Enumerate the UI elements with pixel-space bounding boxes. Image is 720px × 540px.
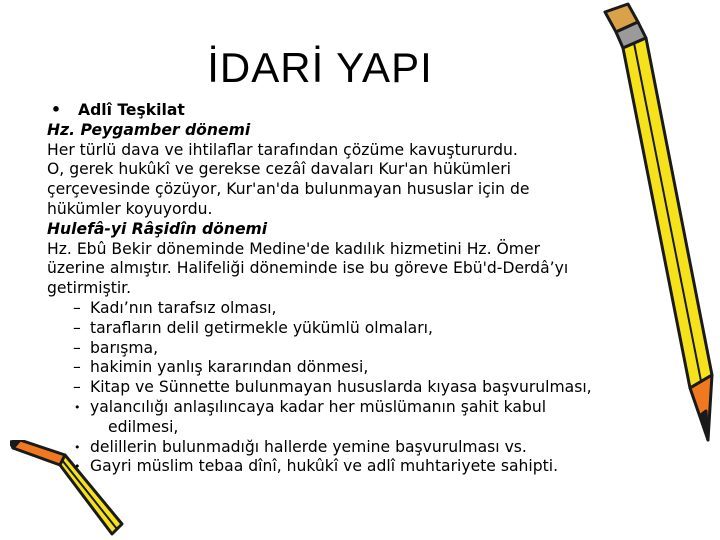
list-item: [47, 438, 672, 458]
dash-marker: –: [73, 358, 81, 377]
list-item-text: hakimin yanlış kararından dönmesi,: [90, 358, 369, 377]
paragraph-line: O, gerek hukûkî ve gerekse cezâî davaları Kur'an hükümleri: [47, 160, 511, 179]
bullet-marker: •: [51, 101, 61, 119]
paragraph-line: çerçevesinde çözüyor, Kur'an'da bulunmayan hususlar için de: [47, 180, 530, 199]
list-item: [47, 339, 672, 359]
list-item: [47, 358, 672, 378]
paragraph-line: Hz. Ebû Bekir döneminde Medine'de kadılık hizmetini Hz. Ömer: [47, 239, 540, 258]
subheading-peygamber: Hz. Peygamber dönemi: [47, 120, 251, 139]
list-item-continuation: edilmesi,: [108, 417, 179, 436]
list-item: [47, 299, 672, 319]
list-item: [47, 378, 672, 398]
page-title: İDARİ YAPI: [207, 44, 433, 91]
section-heading: [47, 101, 672, 121]
list-item-text: delillerin bulunmadığı hallerde yemine başvurulması vs.: [90, 437, 527, 456]
subheading-rasidin: Hulefâ-yi Râşidîn dönemi: [47, 219, 268, 238]
content-body: [47, 101, 672, 477]
dash-marker: –: [73, 338, 81, 357]
list-item: [47, 398, 672, 418]
list-item-text: yalancılığı anlaşılıncaya kadar her müslümanın şahit kabul: [90, 397, 547, 416]
list-item-text: tarafların delil getirmekle yükümlü olmaları,: [90, 318, 433, 337]
paragraph-line: getirmiştir.: [47, 279, 132, 298]
paragraph-line: Her türlü dava ve ihtilaflar tarafından çözüme kavuştururdu.: [47, 140, 518, 159]
list-item-text: barışma,: [90, 338, 159, 357]
paragraph-line: üzerine almıştır. Halifeliği döneminde ise bu göreve Ebü'd-Derdâ’yı: [47, 259, 569, 278]
bullet-marker: •: [74, 460, 81, 474]
bullet-marker: •: [74, 400, 81, 414]
paragraph-line: hükümler koyuyordu.: [47, 199, 213, 218]
dash-marker: –: [73, 318, 81, 337]
bullet-marker: •: [74, 440, 81, 454]
list-item-text: Gayri müslim tebaa dînî, hukûkî ve adlî muhtariyete sahipti.: [90, 457, 559, 476]
dash-marker: –: [73, 298, 81, 317]
list-item: [47, 319, 672, 339]
list-item: [47, 457, 672, 477]
dash-marker: –: [73, 378, 81, 397]
list-item-text: Kitap ve Sünnette bulunmayan hususlarda kıyasa başvurulması,: [90, 378, 592, 397]
section-heading-label: Adlî Teşkilat: [78, 101, 185, 119]
list-item-text: Kadı’nın tarafsız olması,: [90, 298, 277, 317]
